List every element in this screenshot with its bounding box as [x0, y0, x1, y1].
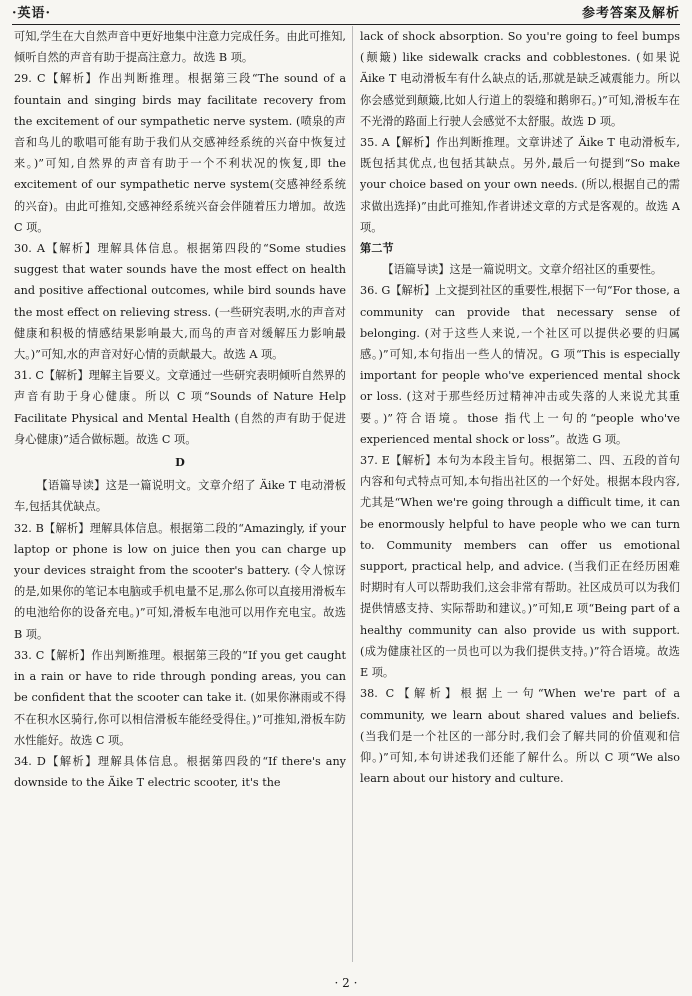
- answer-paragraph: 可知,学生在大自然声音中更好地集中注意力完成任务。由此可推知,倾听自然的声音有助于提高注意力。故选 B 项。: [14, 30, 346, 65]
- answer-33: 33. C【解析】作出判断推理。根据第三段的“If you get caught in a rain or have to ride through ponding areas, you can be confident that the scooter can take it. (如果你淋雨或不得不在积水区骑行,你可以相信滑板车能经受得住。)”可推知,滑板车防水性能好。故选 C 项。: [14, 648, 346, 747]
- left-column: [14, 26, 346, 962]
- page-number: · 2 ·: [334, 976, 358, 990]
- answer-38: 38. C【解析】根据上一句“When we're part of a community, we learn about shared values and beliefs. (当我们是一个社区的一部分时,我们会了解共同的价值观和信仰。)”可知,本句讲述我们还能了解什么。所以 C 项“We also learn about our history and culture.: [360, 687, 680, 786]
- answer-36: 36. G【解析】上文提到社区的重要性,根据下一句“For those, a community can provide that necessary sense of belonging. (对于这些人来说,一个社区可以提供必要的归属感。)”可知,本句指出一些人的情况。G 项“This is especially important for people who've experienced mental shock or loss. (这对于那些经历过精神冲击或失落的人来说尤其重要。)”符合语境。those 指代上一句的“people who've experienced mental shock or loss”。故选 G 项。: [360, 284, 680, 446]
- header-title: 参考答案及解析: [581, 6, 680, 21]
- answer-29: 29. C【解析】作出判断推理。根据第三段“The sound of a fountain and singing birds may facilitate recovery from the excitement of our sympathetic nerve system. (喷泉的声音和鸟儿的歌唱可能有助于我们从交感神经系统的兴奋中恢复过来。)”可知,自然界的声音有助于一个不利状况的恢复,即 the excitement of our sympathetic nerve system(交感神经系统的兴奋)。由此可推知,交感神经系统兴奋会伴随着压力增加。故选 C 项。: [14, 72, 346, 234]
- answer-37: 37. E【解析】本句为本段主旨句。根据第二、四、五段的首句内容和句式特点可知,本句指出社区的一个好处。根据本段内容,尤其是“When we're going through a difficult time, it can be enormously helpful to have people who we can turn to. Community members can offer us emotional support, practical help, and advice. (当我们正在经历困难时期时有人可以帮助我们,这会非常有帮助。社区成员可以为我们提供情感支持、实际帮助和建议。)”可知,E 项“Being part of a healthy community can also provide us with support. (成为健康社区的一员也可以为我们提供支持。)”符合语境。故选 E 项。: [360, 454, 680, 680]
- section-2-heading: 第二节: [360, 241, 394, 256]
- answer-34-cont: lack of shock absorption. So you're going to feel bumps (颠簸) like sidewalk cracks and cobblestones. (如果说 Äike T 电动滑板车有什么缺点的话,那就是缺乏减震能力。所以你会感觉到颠簸,比如人行道上的裂缝和鹅卵石。)”可知,滑板车在不光滑的路面上行驶人会感觉不太舒服。故选 D 项。: [360, 30, 680, 128]
- header-subject: ·英语·: [12, 6, 52, 21]
- answer-32: 32. B【解析】理解具体信息。根据第二段的“Amazingly, if your laptop or phone is low on juice then you can charge up your devices straight from the scooter's battery. (令人惊讶的是,如果你的笔记本电脑或手机电量不足,那么你可以直接用滑板车的电池给你的设备充电。)”可知,滑板车电池可以用作充电宝。故选 B 项。: [14, 521, 346, 641]
- answer-30: 30. A【解析】理解具体信息。根据第四段的“Some studies suggest that water sounds have the most effect on health and positive affectional outcomes, while bird sounds have the most effect on relieving stress. (一些研究表明,水的声音对健康和积极的情感结果影响最大,而鸟的声音对缓解压力影响最大。)”可知,水的声音对好心情的贡献最大。故选 A 项。: [14, 242, 346, 362]
- page-header: [12, 2, 680, 25]
- answer-34: 34. D【解析】理解具体信息。根据第四段的“If there's any downside to the Äike T electric scooter, it's the: [14, 754, 346, 790]
- answer-31: 31. C【解析】理解主旨要义。文章通过一些研究表明倾听自然界的声音有助于身心健康。所以 C 项“Sounds of Nature Help Facilitate Physical and Mental Health (自然的声有助于促进身心健康)”适合做标题。故选 C 项。: [14, 369, 346, 446]
- section-d-heading: D: [175, 455, 185, 470]
- passage-guide-d: 【语篇导读】这是一篇说明文。文章介绍了 Äike T 电动滑板车,包括其优缺点。: [14, 479, 346, 514]
- passage-guide-2: 【语篇导读】这是一篇说明文。文章介绍社区的重要性。: [382, 263, 663, 277]
- right-column: [360, 26, 680, 962]
- answer-35: 35. A【解析】作出判断推理。文章讲述了 Äike T 电动滑板车,既包括其优点,也包括其缺点。另外,最后一句提到“So make your choice based on your own needs. (所以,根据自己的需求做出选择)”由此可推知,作者讲述文章的方式是客观的。故选 A 项。: [360, 136, 680, 234]
- column-divider: [352, 26, 353, 962]
